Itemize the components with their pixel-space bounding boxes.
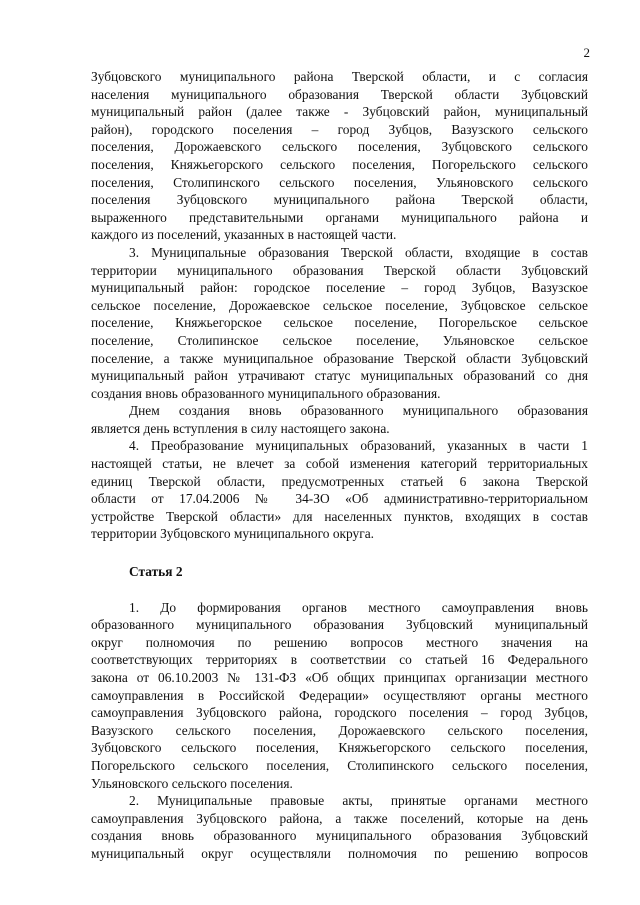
paragraph: [91, 599, 588, 793]
paragraph: [91, 402, 588, 437]
text-line: Вазузского сельского поселения, Дорожаевского сельского поселения,: [91, 722, 588, 738]
text-line: муниципальный район утрачивают статус муниципальных образований со дня: [91, 368, 588, 384]
text-line: поселения, Столипинского сельского поселения, Ульяновского сельского: [91, 174, 588, 190]
text-line: округ полномочия по решению вопросов местного значения на: [91, 634, 588, 650]
text-line: муниципальный округ осуществляли полномочия по решению вопросов: [91, 845, 588, 861]
text-line: устройстве Тверской области» для населенных пунктов, входящих в состав: [91, 508, 588, 524]
text-line: поселение, Столипинское сельское поселение, Ульяновское сельское: [91, 332, 588, 348]
text-line: поселения, Княжьегорского сельского поселения, Погорельского сельского: [91, 156, 588, 172]
text-line: поселения Зубцовского муниципального района Тверской области,: [91, 192, 588, 208]
paragraph: [91, 68, 588, 244]
text-line: поселения, Дорожаевского сельского поселения, Зубцовского сельского: [91, 139, 588, 155]
text-line: каждого из поселений, указанных в настоящей части.: [91, 227, 397, 243]
text-line: территории Зубцовского муниципального округа.: [91, 526, 375, 542]
text-line: образованного муниципального образования Зубцовский муниципальный: [91, 617, 588, 633]
text-line: области от 17.04.2006 № 34-ЗО «Об административно-территориальном: [91, 491, 588, 507]
text-line: поселение, а также муниципальное образование Тверской области Зубцовский: [91, 350, 588, 366]
text-line: выраженного представительными органами муниципального района и: [91, 209, 588, 225]
text-line: муниципальный район (далее также - Зубцовский район, муниципальный: [91, 104, 588, 120]
text-line: сельское поселение, Дорожаевское сельское поселение, Зубцовское сельское: [91, 297, 588, 313]
text-line: закона от 06.10.2003 № 131-ФЗ «Об общих принципах организации местного: [91, 670, 588, 685]
text-line: 4. Преобразование муниципальных образований, указанных в части 1: [129, 438, 588, 454]
text-line: самоуправления Зубцовского района, городского поселения – город Зубцов,: [91, 705, 588, 721]
paragraph: [91, 792, 588, 862]
text-line: 2. Муниципальные правовые акты, принятые органами местного: [129, 793, 588, 809]
text-line: территории муниципального образования Тверской области Зубцовский: [91, 262, 588, 278]
paragraph: [91, 244, 588, 402]
text-line: Ульяновского сельского поселения.: [91, 775, 293, 791]
text-line: район), городского поселения – город Зубцов, Вазузского сельского: [91, 121, 588, 137]
article-heading: Статья 2: [129, 564, 183, 580]
text-line: Днем создания вновь образованного муниципального образования: [129, 403, 588, 419]
text-line: 1. До формирования органов местного самоуправления вновь: [129, 599, 588, 615]
text-line: является день вступления в силу настоящего закона.: [91, 420, 390, 436]
text-line: самоуправления Зубцовского района, а также поселений, которые на день: [91, 810, 588, 826]
text-line: Зубцовского муниципального района Тверской области, и с согласия: [91, 69, 588, 84]
text-line: создания вновь образованного муниципального образования Зубцовский: [91, 828, 588, 844]
document-body: [91, 68, 588, 863]
text-line: создания вновь образованного муниципального образования.: [91, 385, 441, 401]
page-number: 2: [583, 45, 590, 60]
text-line: населения муниципального образования Тверской области Зубцовский: [91, 86, 588, 102]
text-line: единиц Тверской области, предусмотренных статьей 6 закона Тверской: [91, 473, 588, 489]
paragraph: [91, 437, 588, 543]
text-line: поселение, Княжьегорское сельское поселение, Погорельское сельское: [91, 315, 588, 331]
text-line: Погорельского сельского поселения, Столипинского сельского поселения,: [91, 757, 588, 773]
text-line: соответствующих территориях в соответствии со статьей 16 Федерального: [91, 652, 588, 668]
text-line: Зубцовского сельского поселения, Княжьегорского сельского поселения,: [91, 740, 588, 756]
text-line: 3. Муниципальные образования Тверской области, входящие в состав: [129, 244, 588, 260]
text-line: настоящей статьи, не влечет за собой изменения категорий территориальных: [91, 456, 588, 472]
text-line: самоуправления в Российской Федерации» осуществляют органы местного: [91, 687, 588, 703]
text-line: муниципальный район: городское поселение – город Зубцов, Вазузское: [91, 280, 588, 296]
